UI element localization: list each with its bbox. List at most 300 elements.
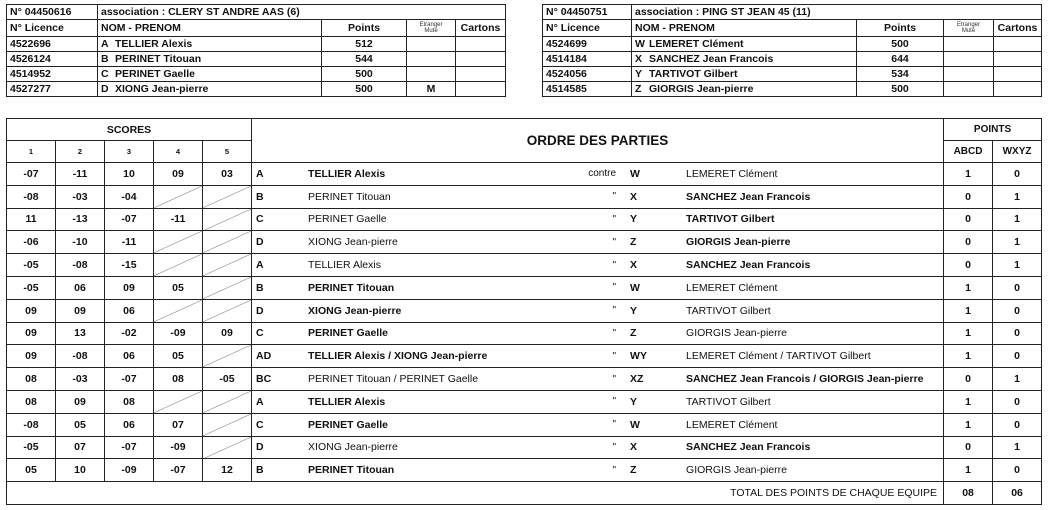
set-score: -02: [105, 322, 154, 345]
game-cell: [252, 345, 944, 368]
points-header: POINTS: [944, 119, 1042, 141]
points-away: 1: [993, 231, 1042, 254]
empty-set-slash: [154, 254, 202, 276]
set-score: -11: [154, 208, 203, 231]
player-cartons: [456, 82, 506, 97]
away-player: LEMERET Clément: [686, 167, 778, 180]
player-licence: 4524056: [543, 67, 632, 82]
player-cartons: [994, 82, 1042, 97]
game-row: [7, 413, 1042, 436]
versus-label: ": [612, 419, 617, 431]
player-licence: 4524699: [543, 37, 632, 52]
versus-label: ": [612, 350, 617, 362]
points-home: 0: [944, 436, 993, 459]
association-name: association : CLERY ST ANDRE AAS (6): [98, 5, 506, 20]
player-cartons: [994, 52, 1042, 67]
player-letter: C: [101, 68, 109, 80]
points-home: 0: [944, 208, 993, 231]
away-code: XZ: [630, 373, 644, 386]
set-score: 10: [56, 459, 105, 482]
points-away: 0: [993, 163, 1042, 186]
away-player: SANCHEZ Jean Francois: [686, 259, 811, 272]
home-code: A: [256, 167, 264, 180]
empty-set-slash: [154, 231, 202, 253]
set-score: -08: [56, 254, 105, 277]
header-name: NOM - PRENOM: [98, 20, 322, 37]
set-score: -07: [7, 163, 56, 186]
set-score: -15: [105, 254, 154, 277]
set-score: 10: [105, 163, 154, 186]
points-away: 1: [993, 368, 1042, 391]
score-empty: [203, 413, 252, 436]
away-code: X: [630, 441, 638, 454]
away-code: Z: [630, 327, 637, 340]
set-score: 06: [105, 345, 154, 368]
game-row: [7, 231, 1042, 254]
set-score: 09: [7, 299, 56, 322]
empty-set-slash: [203, 231, 251, 253]
player-licence: 4514184: [543, 52, 632, 67]
header-cartons: Cartons: [456, 20, 506, 37]
home-player: PERINET Titouan: [308, 464, 395, 477]
away-code: W: [630, 281, 640, 294]
player-points: 500: [322, 67, 407, 82]
player-points: 512: [322, 37, 407, 52]
home-player: PERINET Gaelle: [308, 327, 388, 340]
home-player: XIONG Jean-pierre: [308, 441, 398, 454]
total-away: 06: [993, 482, 1042, 505]
set-score: -05: [7, 436, 56, 459]
player-letter: X: [635, 53, 643, 65]
player-status: [407, 52, 456, 67]
set-score: -05: [7, 276, 56, 299]
score-empty: [203, 185, 252, 208]
total-home: 08: [944, 482, 993, 505]
game-row: [7, 254, 1042, 277]
game-row: [7, 368, 1042, 391]
away-player: SANCHEZ Jean Francois: [686, 190, 811, 203]
home-code: B: [256, 281, 264, 294]
set-score: -05: [203, 368, 252, 391]
player-letter: A: [101, 38, 109, 50]
player-points: 534: [857, 67, 944, 82]
points-home: 1: [944, 299, 993, 322]
player-licence: 4514952: [7, 67, 98, 82]
club-number: N° 04450616: [7, 5, 98, 20]
set-score: -03: [56, 185, 105, 208]
home-code: AD: [256, 350, 272, 363]
set-score: 06: [105, 299, 154, 322]
set-score: 07: [154, 413, 203, 436]
empty-set-slash: [154, 186, 202, 208]
versus-label: ": [612, 441, 617, 453]
home-player: PERINET Titouan / PERINET Gaelle: [308, 373, 479, 386]
game-cell: [252, 231, 944, 254]
set-label-4: 4: [154, 141, 203, 163]
set-score: -08: [7, 185, 56, 208]
player-name-cell: [632, 67, 857, 82]
score-empty: [203, 390, 252, 413]
set-score: 08: [7, 368, 56, 391]
game-row: [7, 299, 1042, 322]
player-row: [543, 67, 1042, 82]
header-points: Points: [857, 20, 944, 37]
player-cartons: [456, 37, 506, 52]
player-status: [944, 52, 994, 67]
game-row: [7, 459, 1042, 482]
game-cell: [252, 163, 944, 186]
points-home: 1: [944, 459, 993, 482]
set-score: 08: [154, 368, 203, 391]
player-cartons: [456, 67, 506, 82]
away-code: Y: [630, 213, 638, 226]
set-score: 06: [56, 276, 105, 299]
set-score: 05: [154, 276, 203, 299]
set-score: -07: [154, 459, 203, 482]
set-score: -07: [105, 368, 154, 391]
header-cartons: Cartons: [994, 20, 1042, 37]
player-name: XIONG Jean-pierre: [115, 83, 209, 95]
home-code: D: [256, 441, 264, 454]
player-letter: W: [635, 38, 645, 50]
set-score: -08: [56, 345, 105, 368]
points-away: 1: [993, 436, 1042, 459]
home-player: PERINET Gaelle: [308, 418, 388, 431]
player-letter: D: [101, 83, 109, 95]
player-name-cell: [98, 37, 322, 52]
away-player: TARTIVOT Gilbert: [686, 395, 771, 408]
header-name: NOM - PRENOM: [632, 20, 857, 37]
away-player: TARTIVOT Gilbert: [686, 213, 775, 226]
player-status: [407, 67, 456, 82]
game-row: [7, 345, 1042, 368]
set-score: 11: [7, 208, 56, 231]
game-cell: [252, 413, 944, 436]
score-empty: [203, 276, 252, 299]
game-cell: [252, 185, 944, 208]
game-cell: [252, 299, 944, 322]
player-row: [543, 52, 1042, 67]
association-name: association : PING ST JEAN 45 (11): [632, 5, 1042, 20]
home-code: BC: [256, 373, 272, 386]
points-home: 1: [944, 413, 993, 436]
versus-label: ": [612, 396, 617, 408]
score-empty: [203, 436, 252, 459]
versus-label: ": [612, 464, 617, 476]
header-points: Points: [322, 20, 407, 37]
set-score: -11: [105, 231, 154, 254]
player-letter: B: [101, 53, 109, 65]
player-row: [543, 82, 1042, 97]
points-away: 0: [993, 299, 1042, 322]
player-cartons: [456, 52, 506, 67]
player-licence: 4526124: [7, 52, 98, 67]
versus-label: contre: [588, 168, 617, 180]
player-points: 544: [322, 52, 407, 67]
total-row: [7, 482, 1042, 505]
points-col-home: ABCD: [944, 141, 993, 163]
points-home: 1: [944, 322, 993, 345]
points-away: 0: [993, 390, 1042, 413]
points-home: 1: [944, 276, 993, 299]
points-home: 0: [944, 368, 993, 391]
empty-set-slash: [203, 209, 251, 231]
home-player: PERINET Gaelle: [308, 213, 387, 226]
points-home: 1: [944, 390, 993, 413]
player-cartons: [994, 67, 1042, 82]
player-name-cell: [98, 82, 322, 97]
set-score: 08: [7, 390, 56, 413]
header-etranger: Etranger: [419, 22, 443, 28]
set-score: -03: [56, 368, 105, 391]
player-row: [543, 37, 1042, 52]
set-score: 09: [56, 299, 105, 322]
versus-label: ": [612, 191, 617, 203]
away-code: W: [630, 167, 640, 180]
set-score: -04: [105, 185, 154, 208]
away-code: X: [630, 190, 638, 203]
empty-set-slash: [203, 277, 251, 299]
set-score: 09: [154, 163, 203, 186]
player-status: [944, 82, 994, 97]
score-empty: [154, 254, 203, 277]
home-code: C: [256, 418, 264, 431]
points-away: 1: [993, 208, 1042, 231]
home-player: XIONG Jean-pierre: [308, 304, 402, 317]
points-away: 0: [993, 345, 1042, 368]
game-row: [7, 390, 1042, 413]
points-col-away: WXYZ: [993, 141, 1042, 163]
set-score: -09: [154, 436, 203, 459]
game-row: [7, 185, 1042, 208]
player-row: [7, 37, 506, 52]
set-score: -07: [105, 436, 154, 459]
player-licence: 4514585: [543, 82, 632, 97]
match-order-table: [6, 118, 1042, 505]
points-home: 0: [944, 185, 993, 208]
set-label-1: 1: [7, 141, 56, 163]
player-row: [7, 67, 506, 82]
player-name: SANCHEZ Jean Francois: [649, 53, 774, 65]
home-code: B: [256, 190, 264, 203]
points-away: 1: [993, 254, 1042, 277]
set-score: -09: [105, 459, 154, 482]
home-code: C: [256, 213, 264, 226]
game-row: [7, 276, 1042, 299]
header-etranger: Etranger: [956, 22, 980, 28]
home-code: D: [256, 304, 264, 317]
player-letter: Y: [635, 68, 643, 80]
set-score: 05: [56, 413, 105, 436]
set-score: -07: [105, 208, 154, 231]
game-cell: [252, 322, 944, 345]
team-table-away: [542, 4, 1042, 97]
set-score: 09: [7, 322, 56, 345]
away-player: TARTIVOT Gilbert: [686, 304, 771, 317]
empty-set-slash: [203, 254, 251, 276]
points-away: 0: [993, 459, 1042, 482]
away-player: GIORGIS Jean-pierre: [686, 464, 787, 477]
order-title: ORDRE DES PARTIES: [252, 119, 944, 163]
player-name: LEMERET Clément: [649, 38, 744, 50]
game-cell: [252, 436, 944, 459]
set-score: 09: [105, 276, 154, 299]
empty-set-slash: [203, 345, 251, 367]
empty-set-slash: [203, 437, 251, 459]
player-status: [407, 37, 456, 52]
player-cartons: [994, 37, 1042, 52]
team-table-home: [6, 4, 506, 97]
set-label-5: 5: [203, 141, 252, 163]
player-status: M: [407, 82, 456, 97]
score-empty: [154, 299, 203, 322]
player-name-cell: [98, 67, 322, 82]
player-letter: Z: [635, 83, 642, 95]
player-row: [7, 52, 506, 67]
versus-label: ": [612, 259, 617, 271]
game-row: [7, 322, 1042, 345]
score-empty: [203, 231, 252, 254]
home-code: D: [256, 236, 264, 249]
points-away: 0: [993, 276, 1042, 299]
header-mute: Muté: [424, 28, 438, 34]
score-empty: [154, 231, 203, 254]
set-score: 09: [7, 345, 56, 368]
set-score: 05: [154, 345, 203, 368]
score-empty: [203, 208, 252, 231]
player-licence: 4522696: [7, 37, 98, 52]
player-status: [944, 37, 994, 52]
points-home: 0: [944, 254, 993, 277]
player-points: 500: [857, 37, 944, 52]
header-etranger-mute: [407, 20, 456, 37]
club-number: N° 04450751: [543, 5, 632, 20]
set-score: 05: [7, 459, 56, 482]
player-points: 644: [857, 52, 944, 67]
player-name: PERINET Gaelle: [115, 68, 195, 80]
points-away: 0: [993, 413, 1042, 436]
score-empty: [203, 345, 252, 368]
home-code: A: [256, 395, 264, 408]
away-player: GIORGIS Jean-pierre: [686, 327, 787, 340]
set-score: 13: [56, 322, 105, 345]
set-score: -11: [56, 163, 105, 186]
versus-label: ": [612, 236, 617, 248]
home-code: A: [256, 259, 264, 272]
home-player: TELLIER Alexis / XIONG Jean-pierre: [308, 350, 488, 363]
empty-set-slash: [154, 300, 202, 322]
header-etranger-mute: [944, 20, 994, 37]
player-name-cell: [632, 52, 857, 67]
player-name: PERINET Titouan: [115, 53, 202, 65]
empty-set-slash: [203, 414, 251, 436]
home-player: TELLIER Alexis: [308, 167, 386, 180]
away-code: Z: [630, 236, 637, 249]
game-row: [7, 208, 1042, 231]
home-player: PERINET Titouan: [308, 281, 395, 294]
game-cell: [252, 276, 944, 299]
player-name: GIORGIS Jean-pierre: [649, 83, 754, 95]
score-empty: [154, 185, 203, 208]
game-row: [7, 163, 1042, 186]
header-licence: N° Licence: [7, 20, 98, 37]
header-mute: Muté: [961, 28, 976, 34]
game-cell: [252, 390, 944, 413]
home-player: XIONG Jean-pierre: [308, 236, 398, 249]
home-code: C: [256, 327, 264, 340]
set-score: 06: [105, 413, 154, 436]
set-score: 07: [56, 436, 105, 459]
set-score: -08: [7, 413, 56, 436]
game-row: [7, 436, 1042, 459]
away-player: LEMERET Clément / TARTIVOT Gilbert: [686, 350, 871, 363]
player-row: [7, 82, 506, 97]
home-player: TELLIER Alexis: [308, 259, 381, 272]
away-code: X: [630, 259, 638, 272]
away-code: Y: [630, 395, 638, 408]
away-player: GIORGIS Jean-pierre: [686, 236, 791, 249]
empty-set-slash: [203, 391, 251, 413]
set-score: 03: [203, 163, 252, 186]
set-score: -10: [56, 231, 105, 254]
game-cell: [252, 368, 944, 391]
away-player: LEMERET Clément: [686, 418, 778, 431]
player-name: TARTIVOT Gilbert: [649, 68, 738, 80]
player-name-cell: [98, 52, 322, 67]
set-score: 09: [56, 390, 105, 413]
set-label-2: 2: [56, 141, 105, 163]
set-score: 12: [203, 459, 252, 482]
player-points: 500: [322, 82, 407, 97]
away-code: WY: [630, 350, 647, 363]
versus-label: ": [612, 305, 617, 317]
set-score: -13: [56, 208, 105, 231]
versus-label: ": [612, 282, 617, 294]
set-score: -05: [7, 254, 56, 277]
versus-label: ": [612, 327, 617, 339]
away-code: W: [630, 418, 640, 431]
empty-set-slash: [203, 186, 251, 208]
away-code: Y: [630, 304, 638, 317]
score-empty: [203, 254, 252, 277]
player-name-cell: [632, 82, 857, 97]
away-player: SANCHEZ Jean Francois: [686, 441, 811, 454]
home-player: PERINET Titouan: [308, 190, 391, 203]
home-player: TELLIER Alexis: [308, 395, 386, 408]
versus-label: ": [612, 213, 617, 225]
points-home: 1: [944, 163, 993, 186]
points-away: 0: [993, 322, 1042, 345]
set-score: -09: [154, 322, 203, 345]
versus-label: ": [612, 373, 617, 385]
total-label: TOTAL DES POINTS DE CHAQUE EQUIPE: [7, 482, 944, 505]
set-score: 08: [105, 390, 154, 413]
game-cell: [252, 208, 944, 231]
points-home: 0: [944, 231, 993, 254]
player-name-cell: [632, 37, 857, 52]
player-licence: 4527277: [7, 82, 98, 97]
away-player: SANCHEZ Jean Francois / GIORGIS Jean-pierre: [686, 373, 924, 386]
game-cell: [252, 254, 944, 277]
player-points: 500: [857, 82, 944, 97]
header-licence: N° Licence: [543, 20, 632, 37]
empty-set-slash: [154, 391, 202, 413]
set-label-3: 3: [105, 141, 154, 163]
away-code: Z: [630, 464, 637, 477]
empty-set-slash: [203, 300, 251, 322]
scores-header: SCORES: [7, 119, 252, 141]
player-status: [944, 67, 994, 82]
